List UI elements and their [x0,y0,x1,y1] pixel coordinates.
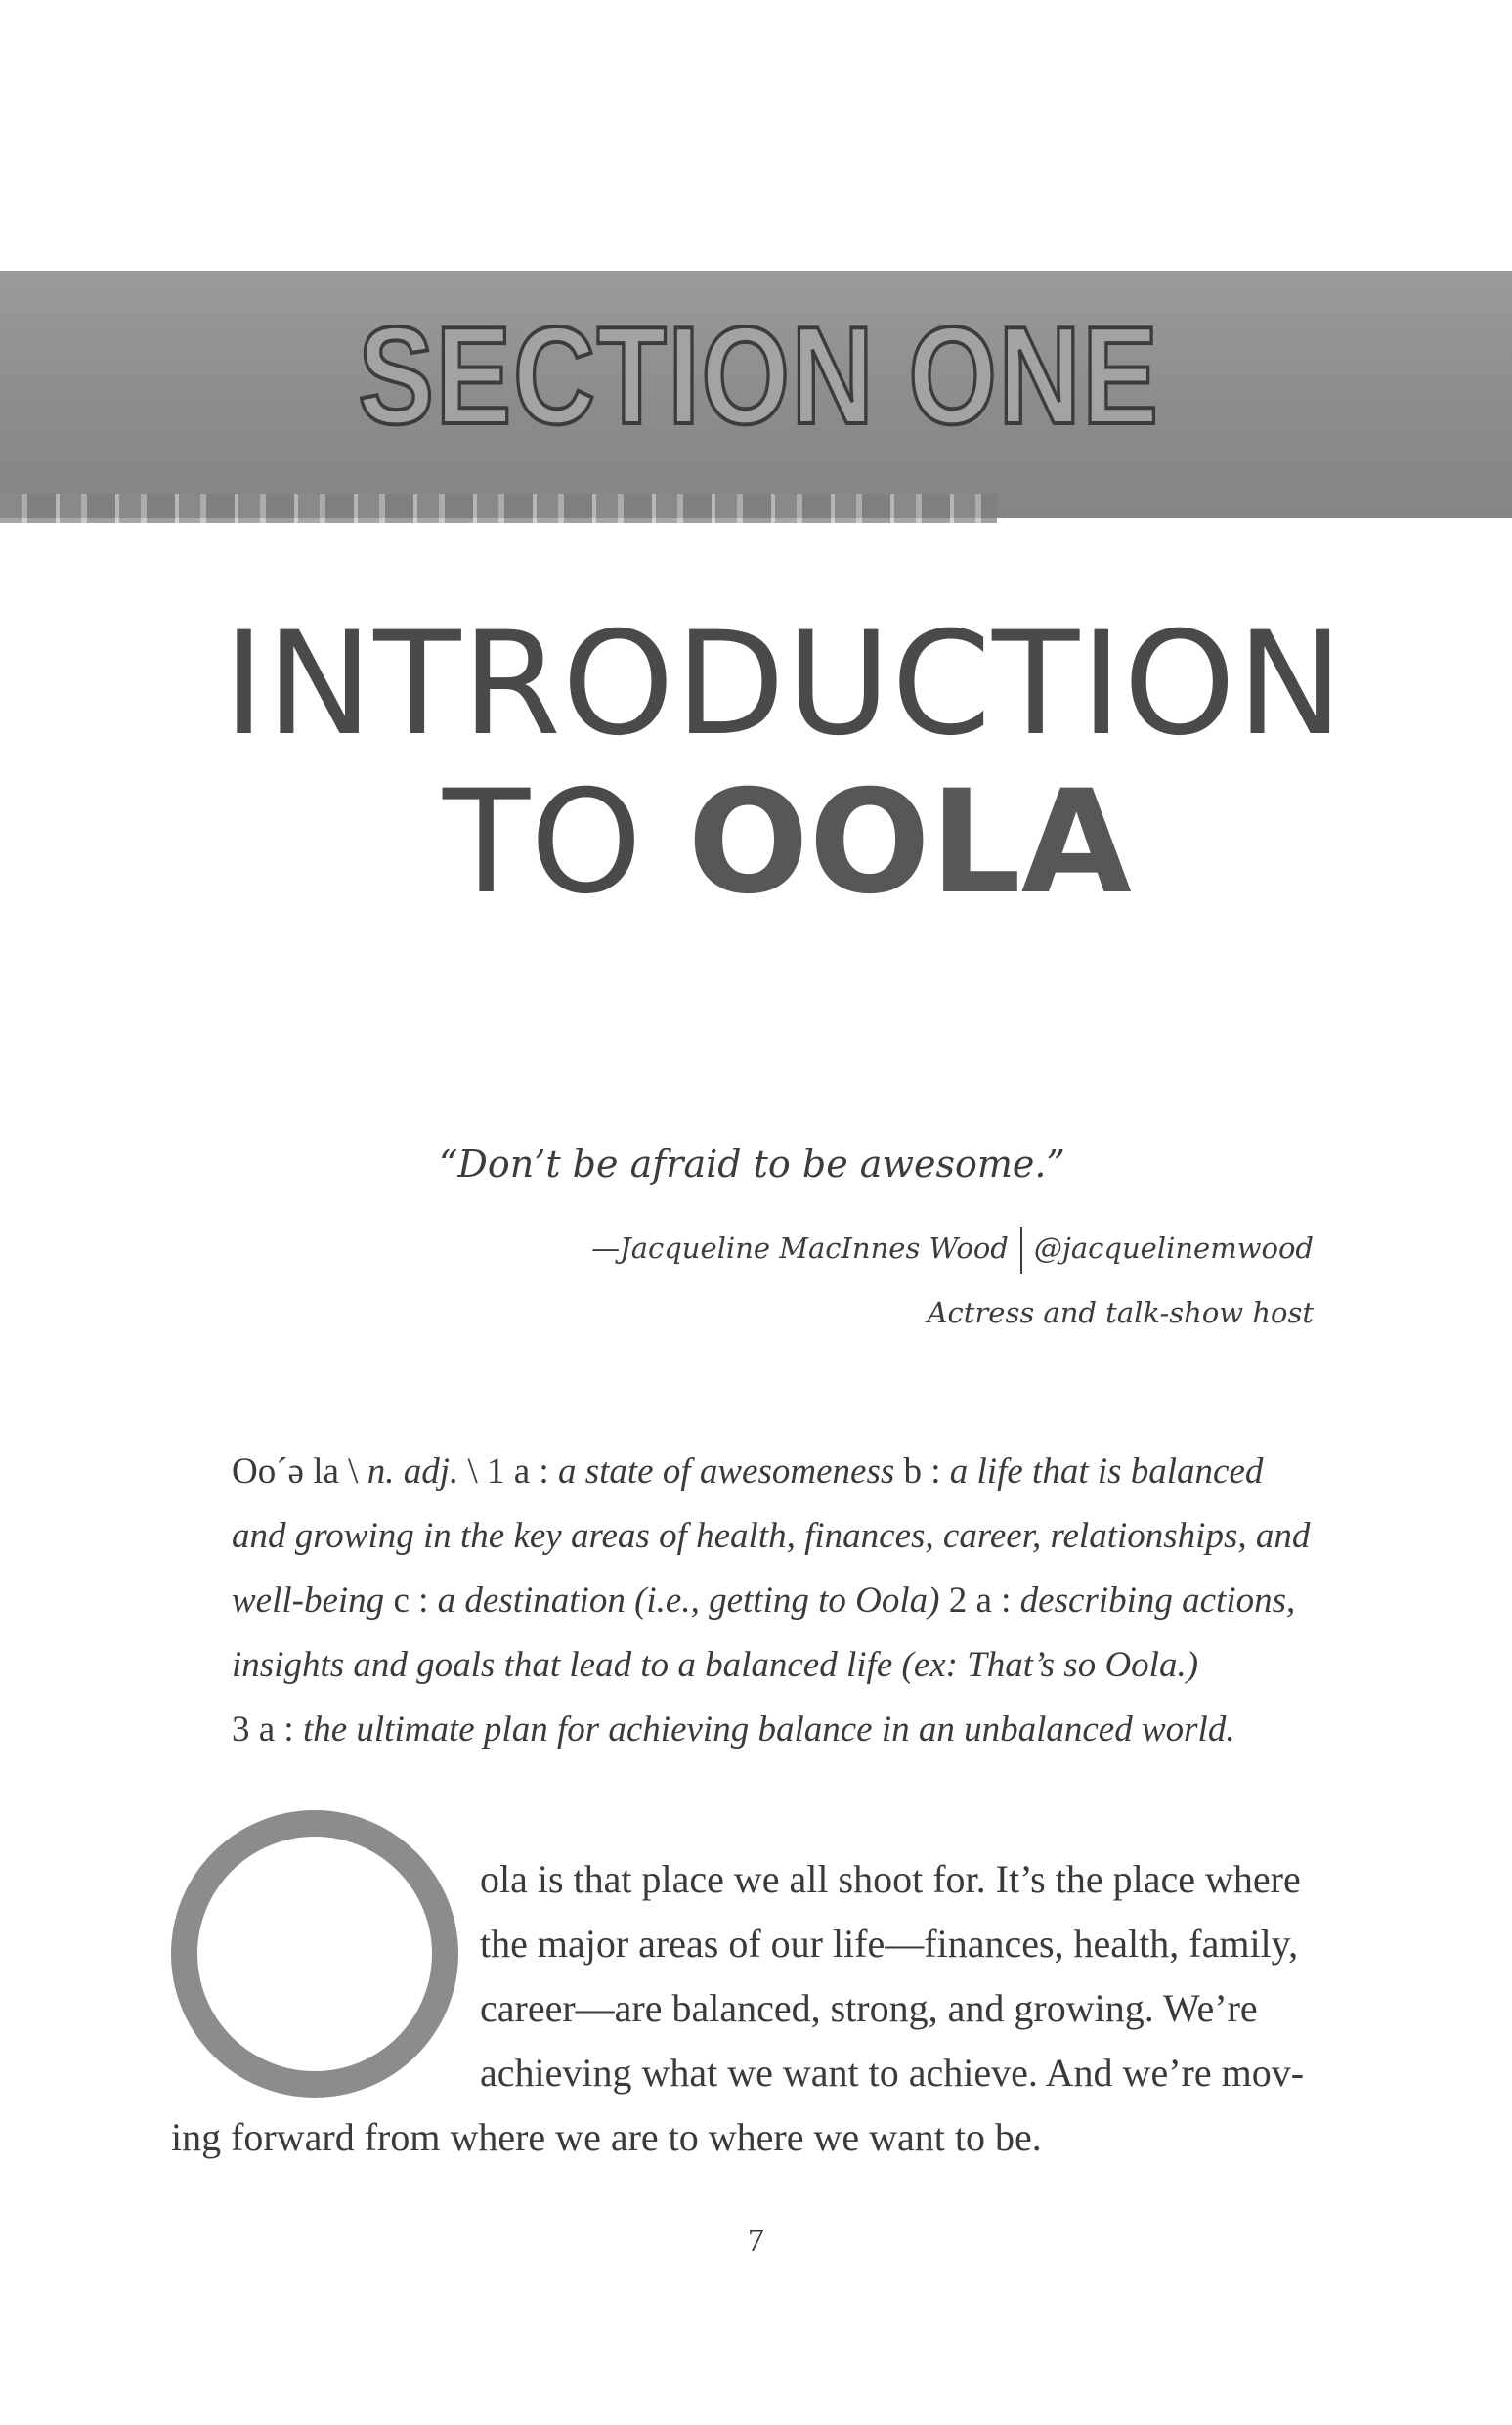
chapter-title-prefix: TO [443,759,688,926]
banner-brush-edge [0,494,997,523]
body-line-3: career—are balanced, strong, and growing. We’re [480,1986,1258,2030]
epigraph-quote: “Don’t be afraid to be awesome.” [439,1143,1065,1186]
body-line-2: the major areas of our life—finances, health, family, [480,1922,1299,1966]
chapter-title-line1: INTRODUCTION [223,601,1345,767]
sense-mark-1c: c : [384,1581,438,1621]
sense-2a: describing actions, [1019,1581,1296,1621]
definition-line-2 [232,1504,1385,1569]
sense-mark-3a: 3 a : [232,1710,303,1750]
definition-line-5 [232,1698,1385,1762]
body-paragraph [171,1847,1388,2170]
sense-mark-2a: 2 a : [939,1581,1020,1621]
chapter-title-emphasis: OOLA [687,759,1132,926]
definition-separator: \ [338,1451,367,1492]
definition-headword: Oo´ə la [232,1451,339,1492]
definition-line-1 [232,1440,1385,1504]
sense-2a-continued: insights and goals that lead to a balanced life (ex: That’s so Oola.) [232,1645,1199,1685]
epigraph-author: —Jacqueline MacInnes Wood [591,1232,1009,1265]
sense-mark-1b: b : [894,1451,950,1492]
epigraph-handle: @jacquelinemwood [1033,1232,1314,1265]
attribution-divider [1020,1227,1022,1274]
section-label: SECTION ONE [358,298,1160,454]
sense-1b-end: well-being [232,1581,385,1621]
chapter-title-line2 [443,759,1132,926]
body-line-4: achieving what we want to achieve. And we’re mov- [480,2051,1305,2095]
epigraph-role: Actress and talk-show host [927,1296,1314,1329]
sense-1c: a destination (i.e., getting to Oola) [437,1581,940,1621]
sense-1a: a state of awesomeness [557,1451,895,1492]
definition-part-of-speech: n. adj. [367,1451,459,1492]
sense-1b-continued: and growing in the key areas of health, finances, career, relationships, and [232,1516,1311,1556]
body-line-1: ola is that place we all shoot for. It’s the place where [480,1857,1301,1901]
definition-line-4 [232,1633,1385,1698]
sense-3a: the ultimate plan for achieving balance in an unbalanced world. [302,1710,1235,1750]
definition-line-3 [232,1569,1385,1633]
sense-mark-1a: \ 1 a : [458,1451,558,1492]
epigraph-attribution [591,1227,1314,1274]
sense-1b: a life that is balanced [949,1451,1264,1492]
dictionary-definition [232,1440,1385,1762]
page-number: 7 [748,2223,764,2259]
body-line-5: ing forward from where we are to where we want to be. [171,2115,1042,2159]
